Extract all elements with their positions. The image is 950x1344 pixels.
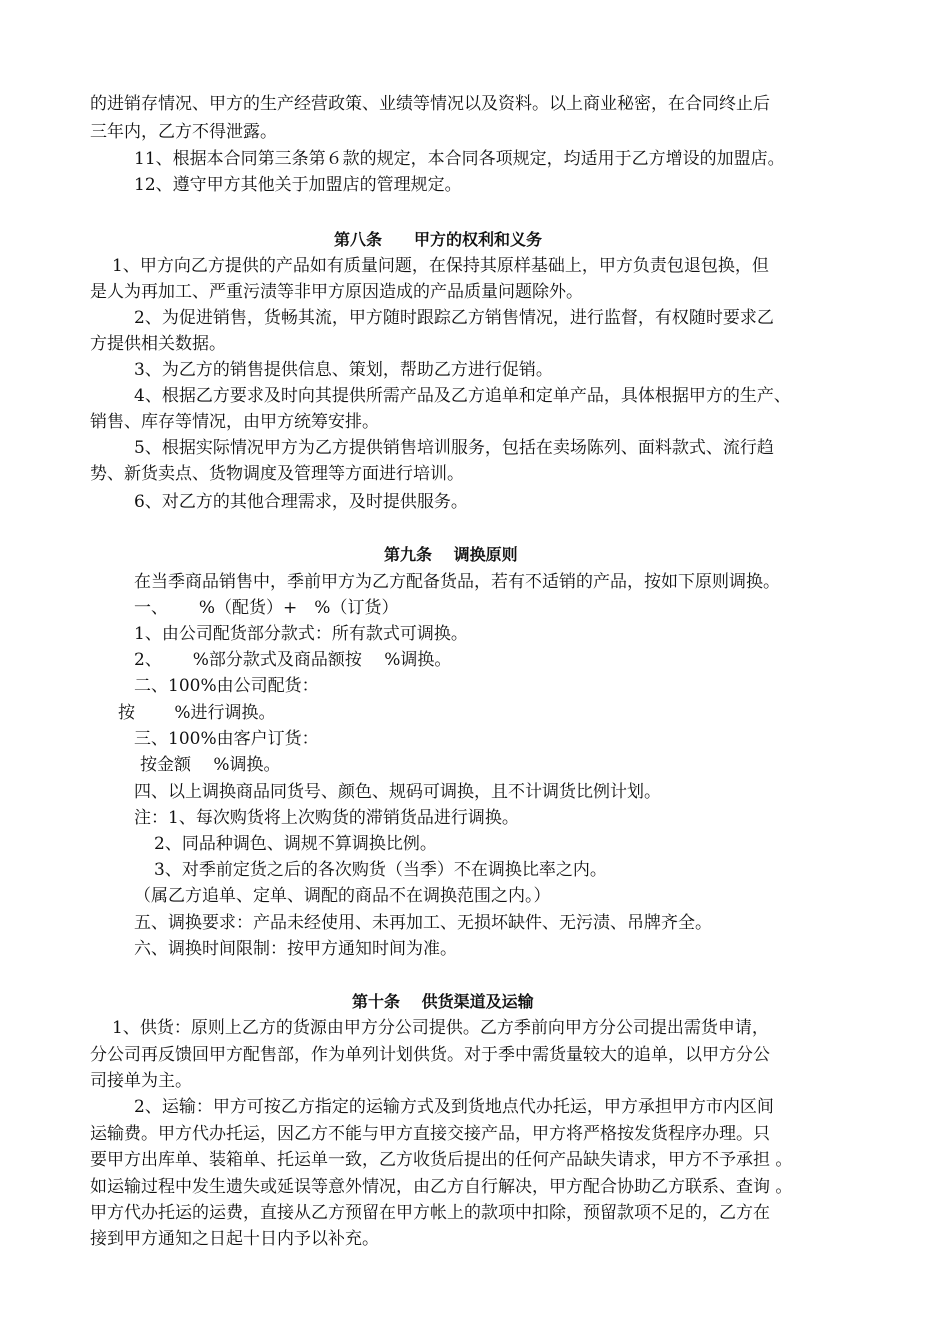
paragraph-line: 方提供相关数据。 bbox=[90, 334, 226, 354]
paragraph-line: 按金额 %调换。 bbox=[140, 755, 281, 775]
article-10-heading: 第十条 供货渠道及运输 bbox=[352, 992, 534, 1011]
article-9-heading: 第九条 调换原则 bbox=[384, 545, 518, 564]
paragraph-line: 在当季商品销售中，季前甲方为乙方配备货品，若有不适销的产品，按如下原则调换。 bbox=[134, 572, 780, 592]
paragraph-line: 12、遵守甲方其他关于加盟店的管理规定。 bbox=[134, 175, 462, 195]
paragraph-line: 2、同品种调色、调规不算调换比例。 bbox=[154, 834, 437, 854]
paragraph-line: 5、根据实际情况甲方为乙方提供销售培训服务，包括在卖场陈列、面料款式、流行趋 bbox=[134, 438, 774, 458]
paragraph-line: 四、以上调换商品同货号、颜色、规码可调换，且不计调货比例计划。 bbox=[134, 782, 661, 802]
paragraph-line: 一、 %（配货）+ %（订货） bbox=[134, 598, 399, 618]
paragraph-line: 1、甲方向乙方提供的产品如有质量问题，在保持其原样基础上，甲方负责包退包换，但 bbox=[112, 256, 769, 276]
paragraph-line: 五、调换要求：产品未经使用、未再加工、无损坏缺件、无污渍、吊牌齐全。 bbox=[134, 913, 712, 933]
paragraph-line: 注：1、每次购货将上次购货的滞销货品进行调换。 bbox=[134, 808, 519, 828]
paragraph-line: 是人为再加工、严重污渍等非甲方原因造成的产品质量问题除外。 bbox=[90, 282, 583, 302]
paragraph-line: 11、根据本合同第三条第６款的规定，本合同各项规定，均适用于乙方增设的加盟店。 bbox=[134, 149, 785, 169]
paragraph-line: 的进销存情况、甲方的生产经营政策、业绩等情况以及资料。以上商业秘密，在合同终止后 bbox=[90, 94, 770, 114]
paragraph-line: （属乙方追单、定单、调配的商品不在调换范围之内。） bbox=[134, 886, 551, 906]
paragraph-line: 按 %进行调换。 bbox=[118, 703, 276, 723]
article-8-heading: 第八条 甲方的权利和义务 bbox=[334, 230, 543, 249]
paragraph-line: 2、为促进销售，货畅其流，甲方随时跟踪乙方销售情况，进行监督，有权随时要求乙 bbox=[134, 308, 774, 328]
paragraph-line: 六、调换时间限制：按甲方通知时间为准。 bbox=[134, 939, 457, 959]
paragraph-line: 三、100%由客户订货： bbox=[134, 729, 319, 749]
paragraph-line: 4、根据乙方要求及时向其提供所需产品及乙方追单和定单产品，具体根据甲方的生产、 bbox=[134, 386, 791, 406]
paragraph-line: 分公司再反馈回甲方配售部，作为单列计划供货。对于季中需货量较大的追单，以甲方分公 bbox=[90, 1045, 770, 1065]
paragraph-line: 3、为乙方的销售提供信息、策划，帮助乙方进行促销。 bbox=[134, 360, 553, 380]
paragraph-line: 势、新货卖点、货物调度及管理等方面进行培训。 bbox=[90, 464, 464, 484]
paragraph-line: 接到甲方通知之日起十日内予以补充。 bbox=[90, 1229, 379, 1249]
paragraph-line: 二、100%由公司配货： bbox=[134, 676, 319, 696]
paragraph-line: 要甲方出库单、装箱单、托运单一致，乙方收货后提出的任何产品缺失请求，甲方不予承担 。 bbox=[90, 1150, 793, 1170]
paragraph-line: 3、对季前定货之后的各次购货（当季）不在调换比率之内。 bbox=[154, 860, 607, 880]
paragraph-line: 6、对乙方的其他合理需求，及时提供服务。 bbox=[134, 492, 468, 512]
paragraph-line: 如运输过程中发生遗失或延误等意外情况，由乙方自行解决，甲方配合协助乙方联系、查询 。 bbox=[90, 1177, 793, 1197]
paragraph-line: 销售、库存等情况，由甲方统筹安排。 bbox=[90, 412, 379, 432]
paragraph-line: 司接单为主。 bbox=[90, 1071, 192, 1091]
paragraph-line: 运输费。甲方代办托运，因乙方不能与甲方直接交接产品，甲方将严格按发货程序办理。只 bbox=[90, 1124, 770, 1144]
paragraph-line: 2、运输：甲方可按乙方指定的运输方式及到货地点代办托运，甲方承担甲方市内区间 bbox=[134, 1097, 774, 1117]
paragraph-line: 1、由公司配货部分款式：所有款式可调换。 bbox=[134, 624, 468, 644]
paragraph-line: 1、供货：原则上乙方的货源由甲方分公司提供。乙方季前向甲方分公司提出需货申请， bbox=[112, 1018, 769, 1038]
paragraph-line: 2、 %部分款式及商品额按 %调换。 bbox=[134, 650, 452, 670]
paragraph-line: 甲方代办托运的运费，直接从乙方预留在甲方帐上的款项中扣除，预留款项不足的，乙方在 bbox=[90, 1203, 770, 1223]
paragraph-line: 三年内，乙方不得泄露。 bbox=[90, 122, 277, 142]
